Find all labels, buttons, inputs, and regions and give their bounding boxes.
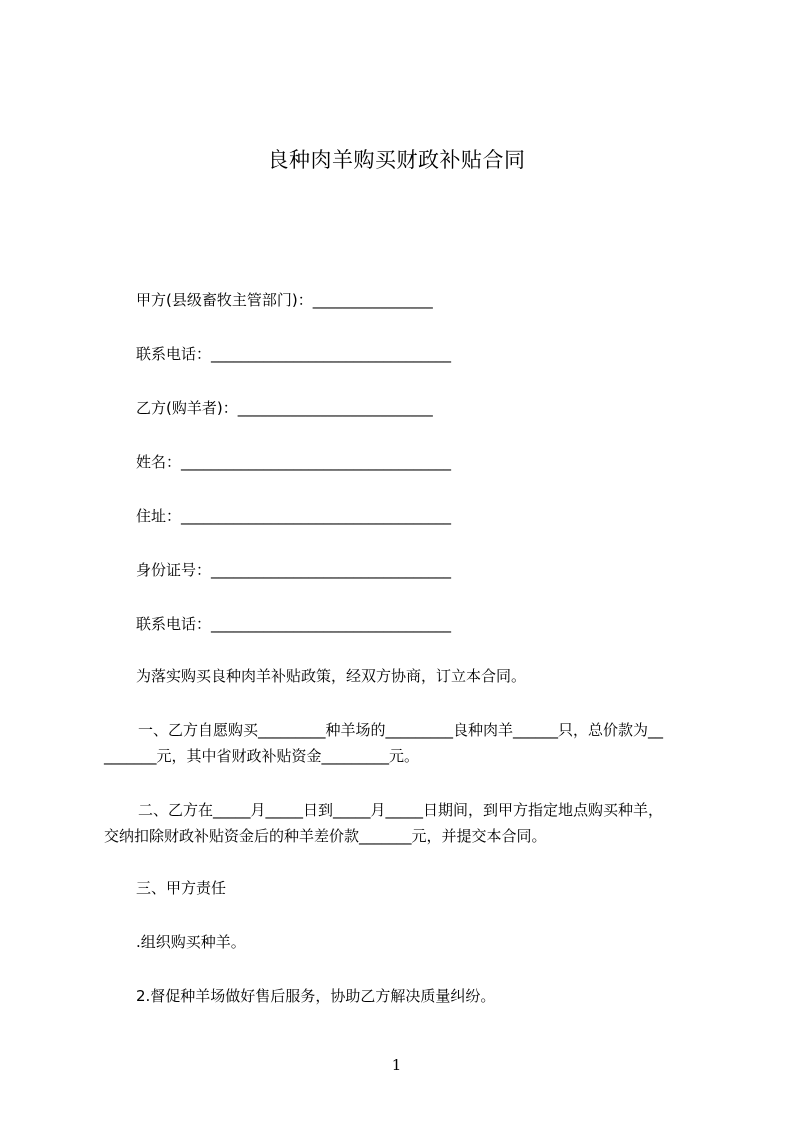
- name-field: 姓名：____________________________________: [136, 453, 452, 471]
- party-a-field: 甲方(县级畜牧主管部门)：________________: [136, 291, 433, 309]
- page-number: 1: [391, 1056, 402, 1074]
- clause-2-line-1: 二、乙方在_____月_____日到_____月_____日期间，到甲方指定地点购买种羊，: [138, 801, 664, 819]
- party-b-field: 乙方(购羊者)：__________________________: [136, 399, 433, 417]
- id-number-field: 身份证号：________________________________: [136, 561, 452, 579]
- party-a-phone-field: 联系电话：________________________________: [136, 345, 452, 363]
- clause-3-heading: 三、甲方责任: [136, 879, 227, 897]
- list-item: 2.督促种羊场做好售后服务，协助乙方解决质量纠纷。: [136, 987, 496, 1005]
- clause-1-line-1: 一、乙方自愿购买_________种羊场的_________良种肉羊______只，总价款为__: [138, 721, 664, 739]
- list-item: .组织购买种羊。: [136, 933, 246, 951]
- intro-paragraph: 为落实购买良种肉羊补贴政策，经双方协商，订立本合同。: [136, 667, 527, 685]
- address-field: 住址：____________________________________: [136, 507, 452, 525]
- clause-1-line-2: _______元，其中省财政补贴资金_________元。: [104, 747, 420, 765]
- clause-2-line-2: 交纳扣除财政补贴资金后的种羊差价款_______元，并提交本合同。: [104, 827, 547, 845]
- document-title: 良种肉羊购买财政补贴合同: [267, 148, 526, 172]
- party-b-phone-field: 联系电话：________________________________: [136, 615, 452, 633]
